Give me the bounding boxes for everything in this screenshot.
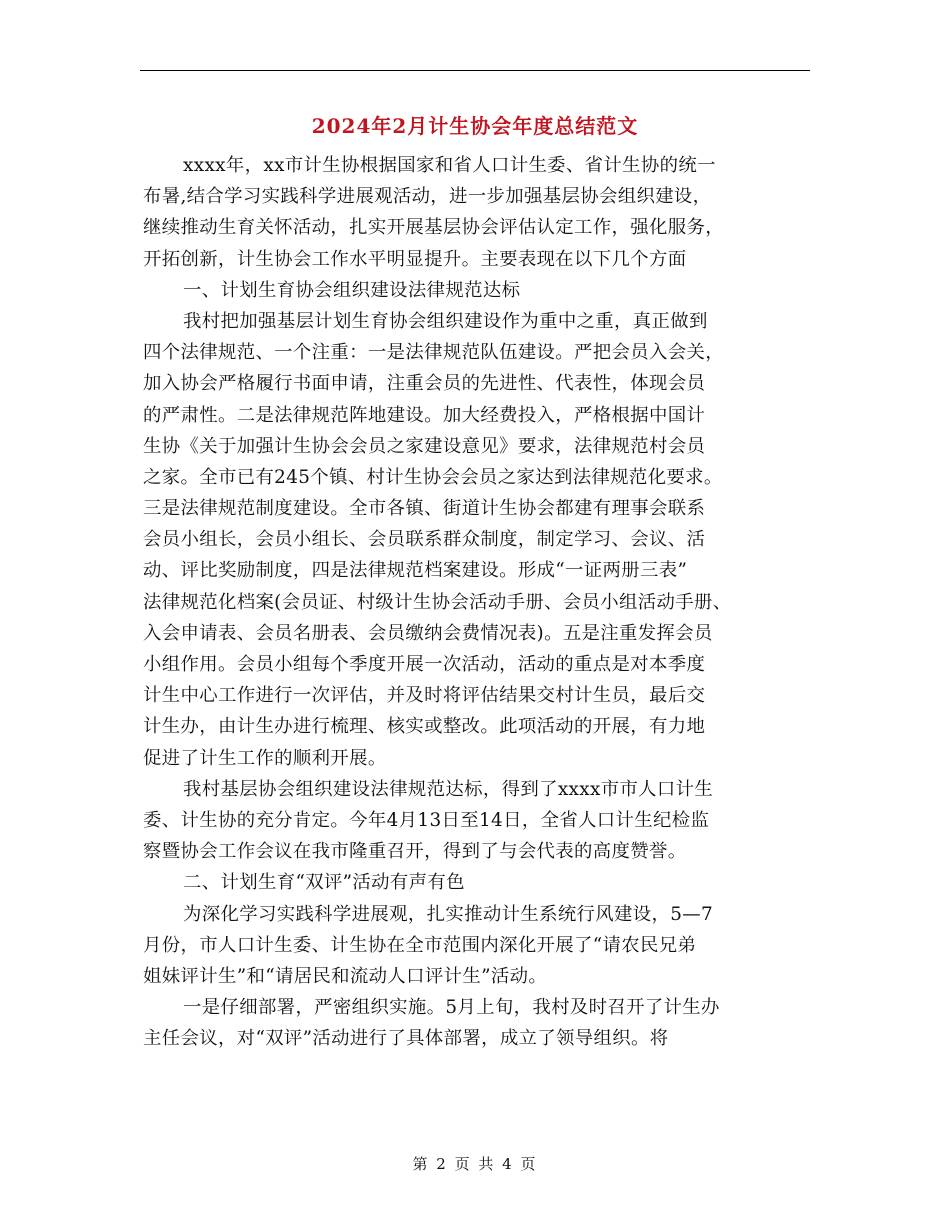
paragraph-line: 促进了计生工作的顺利开展。 xyxy=(143,747,387,769)
paragraph-line: 法律规范化档案(会员证、村级计生协会活动手册、会员小组活动手册、 xyxy=(143,591,732,613)
paragraph-line: 四个法律规范、一个注重：一是法律规范队伍建设。严把会员入会关， xyxy=(143,342,724,364)
paragraph-line: 入会申请表、会员名册表、会员缴纳会费情况表)。五是注重发挥会员 xyxy=(143,622,713,644)
paragraph-line: 加入协会严格履行书面申请，注重会员的先进性、代表性，体现会员 xyxy=(143,373,706,395)
paragraph-line: 主任会议，对“双评”活动进行了具体部署，成立了领导组织。将 xyxy=(143,1028,669,1050)
paragraph-line: 继续推动生育关怀活动，扎实开展基层协会评估认定工作，强化服务， xyxy=(143,217,724,239)
paragraph-line: 委、计生协的充分肯定。今年4月13日至14日，全省人口计生纪检监 xyxy=(143,809,710,831)
paragraph-line: 布暑,结合学习实践科学进展观活动，进一步加强基层协会组织建设， xyxy=(143,186,712,208)
paragraph-line: 开拓创新，计生协会工作水平明显提升。主要表现在以下几个方面 xyxy=(143,248,687,270)
paragraph-line: 计生办，由计生办进行梳理、核实或整改。此项活动的开展，有力地 xyxy=(143,716,706,738)
paragraph-line: 动、评比奖励制度，四是法律规范档案建设。形成“一证两册三表” xyxy=(143,560,688,582)
paragraph-line: 月份，市人口计生委、计生协在全市范围内深化开展了“请农民兄弟 xyxy=(143,934,697,956)
paragraph-line: 姐妹评计生”和“请居民和流动人口评计生”活动。 xyxy=(143,965,548,987)
paragraph-line: 三是法律规范制度建设。全市各镇、街道计生协会都建有理事会联系 xyxy=(143,498,706,520)
paragraph-line: 察暨协会工作会议在我市隆重召开，得到了与会代表的高度赞誉。 xyxy=(143,841,687,863)
paragraph-line: 计生中心工作进行一次评估，并及时将评估结果交村计生员，最后交 xyxy=(143,685,706,707)
paragraph-line: 我村基层协会组织建设法律规范达标，得到了xxxx市市人口计生 xyxy=(183,778,714,800)
document-title: 2024年2月计生协会年度总结范文 xyxy=(311,114,639,138)
page-number-footer: 第 2 页 共 4 页 xyxy=(412,1155,538,1173)
section-heading: 二、计划生育“双评”活动有声有色 xyxy=(183,872,465,894)
paragraph-line: 会员小组长，会员小组长、会员联系群众制度，制定学习、会议、活 xyxy=(143,529,706,551)
paragraph-line: 的严肃性。二是法律规范阵地建设。加大经费投入，严格根据中国计 xyxy=(143,404,706,426)
paragraph-line: 生协《关于加强计生协会会员之家建设意见》要求，法律规范村会员 xyxy=(143,435,706,457)
document-body xyxy=(143,150,815,1054)
paragraph-line: 小组作用。会员小组每个季度开展一次活动，活动的重点是对本季度 xyxy=(143,654,706,675)
section-heading: 一、计划生育协会组织建设法律规范达标 xyxy=(183,279,521,301)
paragraph-line: 一是仔细部署，严密组织实施。5月上旬，我村及时召开了计生办 xyxy=(183,997,720,1019)
paragraph-line: xxxx年，xx市计生协根据国家和省人口计生委、省计生协的统一 xyxy=(183,155,716,176)
header-rule xyxy=(140,70,810,71)
paragraph-line: 为深化学习实践科学进展观，扎实推动计生系统行风建设，5—7 xyxy=(183,903,714,925)
paragraph-line: 我村把加强基层计划生育协会组织建设作为重中之重，真正做到 xyxy=(183,310,708,332)
paragraph-line: 之家。全市已有245个镇、村计生协会会员之家达到法律规范化要求。 xyxy=(143,466,723,488)
